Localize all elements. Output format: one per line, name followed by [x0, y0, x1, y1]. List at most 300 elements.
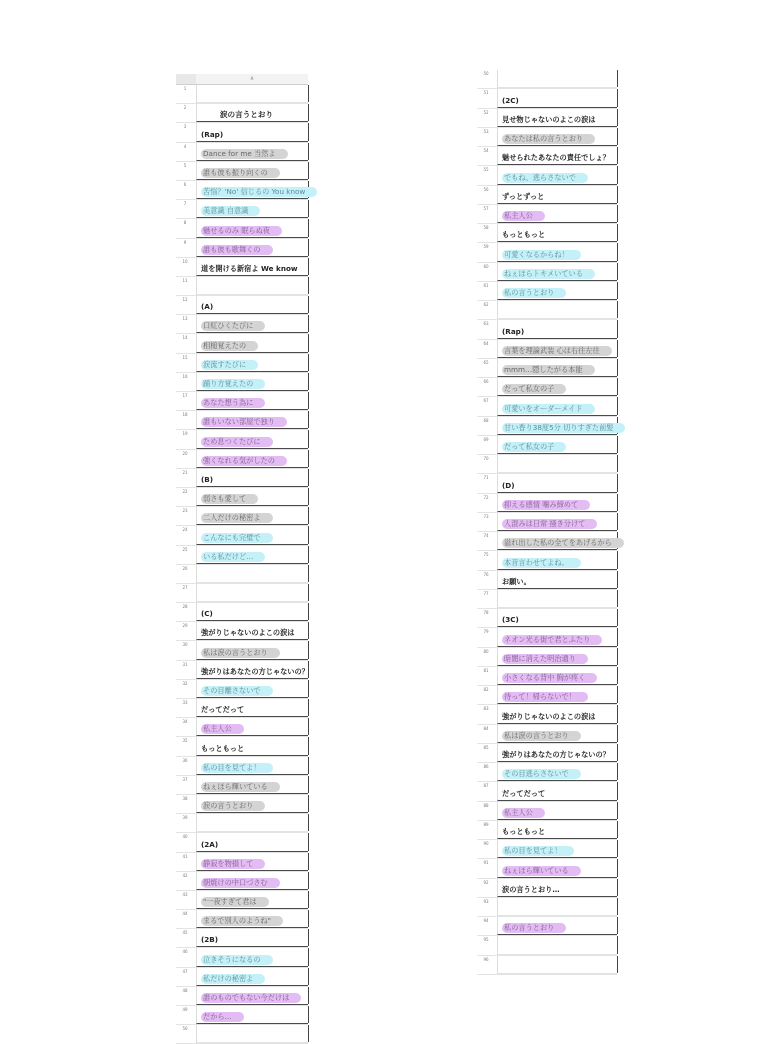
row-number[interactable]: 39 — [182, 815, 188, 821]
row-number[interactable]: 76 — [483, 571, 489, 577]
cell[interactable] — [497, 494, 617, 512]
cell[interactable] — [497, 340, 617, 358]
row-number[interactable]: 38 — [182, 795, 188, 801]
row-number[interactable]: 45 — [182, 930, 188, 936]
row-number[interactable]: 71 — [483, 475, 489, 481]
sheet-row — [477, 70, 617, 89]
sheet-row — [477, 166, 617, 185]
cell[interactable] — [497, 590, 617, 608]
sheet-row — [176, 469, 308, 488]
row-number[interactable]: 35 — [182, 738, 188, 744]
row-number[interactable]: 44 — [182, 911, 188, 917]
row-number[interactable]: 90 — [483, 841, 489, 846]
row-number[interactable]: 5 — [183, 162, 187, 168]
cell[interactable] — [196, 469, 308, 487]
lyric-text: もっともっと — [502, 230, 546, 240]
row-number[interactable]: 36 — [182, 757, 188, 763]
sheet-row — [477, 840, 617, 859]
cell[interactable] — [497, 282, 617, 300]
row-number[interactable]: 82 — [483, 687, 489, 692]
cell[interactable] — [497, 667, 617, 685]
column-border — [617, 455, 618, 472]
row-number[interactable]: 78 — [483, 610, 489, 615]
cell[interactable] — [497, 840, 617, 858]
cell[interactable] — [196, 219, 308, 237]
cell[interactable] — [196, 737, 308, 755]
lyric-text: (B) — [201, 474, 214, 484]
row-number[interactable]: 48 — [182, 987, 188, 993]
cell[interactable] — [196, 584, 308, 602]
cell[interactable] — [497, 571, 617, 589]
sheet-row — [176, 795, 308, 814]
row-number[interactable]: 24 — [182, 527, 188, 533]
row-number[interactable]: 51 — [483, 90, 489, 96]
lyric-text: 涙の言うとおり… — [502, 884, 560, 894]
lyric-text: 私は涙の言うとおり — [201, 648, 280, 658]
row-number[interactable]: 56 — [483, 186, 489, 192]
row-number[interactable]: 94 — [483, 918, 489, 923]
row-number[interactable]: 59 — [483, 244, 489, 250]
row-number[interactable]: 62 — [483, 302, 489, 307]
sheet-row — [176, 833, 308, 852]
sheet-row — [176, 430, 308, 449]
sheet-row — [477, 763, 617, 782]
cell[interactable] — [497, 359, 617, 377]
row-number[interactable]: 9 — [183, 239, 187, 245]
row-number[interactable]: 30 — [182, 642, 188, 648]
row-number[interactable]: 50 — [483, 71, 489, 76]
column-border — [617, 320, 618, 337]
column-border — [308, 948, 309, 965]
cell[interactable] — [196, 757, 308, 775]
sheet-row — [176, 661, 308, 680]
lyric-text: 魅せられたあなたの責任でしょ？ — [502, 153, 610, 163]
column-border — [617, 397, 618, 414]
row-number[interactable]: 65 — [483, 359, 489, 365]
row-number[interactable]: 93 — [483, 898, 489, 904]
row-number[interactable]: 7 — [183, 201, 187, 207]
sheet-row — [176, 104, 308, 123]
row-number[interactable]: 79 — [483, 629, 489, 635]
row-number[interactable]: 58 — [483, 225, 489, 230]
column-border — [617, 936, 618, 953]
cell[interactable] — [196, 833, 308, 851]
sheet-row — [176, 565, 308, 584]
cell[interactable] — [196, 239, 308, 257]
lyric-text: お願い。 — [502, 576, 531, 586]
row-number[interactable]: 66 — [483, 379, 489, 384]
column-border — [617, 802, 618, 819]
sheet-row — [176, 910, 308, 929]
select-all-corner[interactable] — [176, 74, 196, 85]
row-number[interactable]: 52 — [483, 109, 489, 115]
row-number[interactable]: 26 — [182, 565, 188, 571]
sheet-row — [477, 802, 617, 821]
row-number[interactable]: 14 — [182, 335, 188, 341]
row-number[interactable]: 85 — [483, 744, 489, 750]
row-number[interactable]: 22 — [182, 488, 188, 494]
cell[interactable] — [196, 507, 308, 525]
row-number[interactable]: 15 — [182, 354, 188, 360]
lyric-text: 私主人公 — [502, 211, 545, 221]
lyric-text: 涙流すたびに — [201, 360, 258, 370]
sheet-row — [477, 628, 617, 647]
sheet-row — [176, 680, 308, 699]
row-number[interactable]: 81 — [483, 667, 489, 673]
sheet-row — [477, 494, 617, 513]
lyric-text: (Rap) — [201, 129, 224, 139]
sheet-row — [477, 186, 617, 205]
cell[interactable] — [497, 128, 617, 146]
cell[interactable] — [497, 782, 617, 800]
row-number[interactable]: 73 — [483, 513, 489, 519]
row-number[interactable]: 92 — [483, 879, 489, 885]
cell[interactable] — [497, 320, 617, 338]
row-number[interactable]: 53 — [483, 128, 489, 134]
column-border — [308, 507, 309, 524]
cell[interactable] — [196, 181, 308, 199]
column-border — [617, 705, 618, 722]
row-number[interactable]: 37 — [182, 776, 188, 782]
sheet-row — [176, 987, 308, 1006]
row-number[interactable]: 3 — [183, 124, 187, 130]
row-number[interactable]: 96 — [483, 956, 489, 962]
row-number[interactable]: 83 — [483, 706, 489, 712]
cell[interactable] — [497, 147, 617, 165]
sheet-row — [176, 392, 308, 411]
cell[interactable] — [196, 699, 308, 717]
cell[interactable] — [196, 1025, 308, 1043]
row-number[interactable]: 29 — [182, 623, 188, 629]
column-border — [308, 757, 309, 774]
column-border — [308, 737, 309, 754]
cell[interactable] — [497, 648, 617, 666]
sheet-row — [477, 667, 617, 686]
column-border — [617, 686, 618, 703]
row-number[interactable]: 68 — [483, 417, 489, 423]
row-number[interactable]: 54 — [483, 148, 489, 153]
cell[interactable] — [196, 910, 308, 928]
row-number[interactable]: 10 — [182, 258, 188, 264]
cell[interactable] — [196, 546, 308, 564]
lyric-text: 口紅ひくたびに — [201, 321, 265, 331]
cell[interactable] — [497, 455, 617, 473]
column-border — [308, 315, 309, 332]
row-number[interactable]: 60 — [483, 263, 489, 269]
sheet-row — [477, 89, 617, 108]
cell[interactable] — [497, 417, 617, 435]
cell[interactable] — [196, 315, 308, 333]
lyric-text: だってだって — [201, 705, 245, 715]
row-number[interactable]: 69 — [483, 436, 489, 442]
row-number[interactable]: 47 — [182, 968, 188, 974]
row-number[interactable]: 33 — [182, 700, 188, 705]
row-number[interactable]: 87 — [483, 783, 489, 789]
row-number[interactable]: 12 — [182, 297, 188, 303]
column-border — [308, 565, 309, 582]
cell[interactable] — [497, 186, 617, 204]
row-number[interactable]: 31 — [182, 661, 188, 667]
cell[interactable] — [497, 917, 617, 935]
column-border — [308, 776, 309, 793]
lyric-text: その目離さないで — [201, 686, 273, 696]
sheet-row — [176, 334, 308, 353]
row-number[interactable]: 11 — [182, 277, 188, 283]
cell[interactable] — [497, 744, 617, 762]
cell[interactable] — [497, 224, 617, 242]
cell[interactable] — [497, 859, 617, 877]
row-number[interactable]: 72 — [483, 494, 489, 500]
sheet-row — [176, 239, 308, 258]
row-number[interactable]: 6 — [183, 181, 187, 187]
sheet-row — [176, 85, 308, 104]
cell[interactable] — [196, 488, 308, 506]
cell[interactable] — [196, 450, 308, 468]
cell[interactable] — [497, 378, 617, 396]
cell[interactable] — [497, 821, 617, 839]
row-number[interactable]: 2 — [183, 105, 187, 111]
cell[interactable] — [497, 763, 617, 781]
lyric-text: (2C) — [502, 95, 519, 105]
row-number[interactable]: 16 — [182, 373, 188, 379]
row-number[interactable]: 19 — [182, 431, 188, 437]
cell[interactable] — [196, 968, 308, 986]
cell[interactable] — [497, 474, 617, 492]
row-number[interactable]: 41 — [182, 853, 188, 859]
cell[interactable] — [497, 936, 617, 954]
row-number[interactable]: 13 — [182, 316, 188, 322]
row-number[interactable]: 95 — [483, 937, 489, 943]
sheet-row — [477, 571, 617, 590]
cell[interactable] — [196, 718, 308, 736]
column-border — [617, 917, 618, 934]
lyric-text: (D) — [502, 480, 515, 490]
lyric-text: 私の目を見てよ！ — [502, 846, 574, 856]
row-number[interactable]: 34 — [182, 719, 188, 725]
cell[interactable] — [497, 243, 617, 261]
cell[interactable] — [196, 430, 308, 448]
cell[interactable] — [497, 879, 617, 897]
row-number[interactable]: 25 — [182, 546, 188, 552]
left-rows — [176, 85, 308, 1044]
cell[interactable] — [196, 795, 308, 813]
column-border — [617, 378, 618, 395]
lyric-text: もっともっと — [201, 743, 245, 753]
column-border — [617, 186, 618, 203]
row-number[interactable]: 64 — [483, 340, 489, 346]
column-border — [617, 590, 618, 607]
row-number[interactable]: 20 — [182, 450, 188, 456]
cell[interactable] — [196, 373, 308, 391]
sheet-row — [477, 956, 617, 975]
row-number[interactable]: 61 — [483, 282, 489, 288]
sheet-row — [176, 162, 308, 181]
cell[interactable] — [196, 814, 308, 832]
column-border — [308, 603, 309, 620]
lyric-text: ねぇほら輝いている — [502, 866, 581, 876]
row-number[interactable]: 88 — [483, 802, 489, 808]
cell[interactable] — [196, 776, 308, 794]
lyric-text: 小さくなる背中 胸が疼く — [502, 673, 597, 683]
cell[interactable] — [497, 301, 617, 319]
cell[interactable] — [497, 436, 617, 454]
lyric-text: 弱さも愛して — [201, 494, 258, 504]
cell[interactable] — [497, 725, 617, 743]
lyric-text: (C) — [201, 609, 213, 619]
cell[interactable] — [196, 354, 308, 372]
cell[interactable] — [196, 948, 308, 966]
column-border — [308, 680, 309, 697]
row-number[interactable]: 80 — [483, 648, 489, 654]
sheet-row — [176, 450, 308, 469]
lyric-text: 強がりじゃないのよこの涙は — [502, 711, 596, 721]
row-number[interactable]: 27 — [182, 584, 188, 590]
column-border — [617, 667, 618, 684]
cell[interactable] — [196, 104, 308, 122]
cell[interactable] — [196, 891, 308, 909]
cell[interactable] — [196, 296, 308, 314]
row-number[interactable]: 17 — [182, 393, 188, 398]
sheet-row — [477, 128, 617, 147]
row-number[interactable]: 40 — [182, 834, 188, 840]
cell[interactable] — [497, 705, 617, 723]
cell[interactable] — [196, 392, 308, 410]
column-header-a[interactable]: A — [196, 74, 308, 85]
lyric-text: 魅せるのみ 眠らぬ夜 — [201, 226, 282, 236]
cell[interactable] — [497, 532, 617, 550]
row-number[interactable]: 63 — [483, 321, 489, 327]
sheet-row — [176, 622, 308, 641]
cell[interactable] — [196, 277, 308, 295]
cell[interactable] — [497, 956, 617, 974]
cell[interactable] — [196, 680, 308, 698]
cell[interactable] — [497, 551, 617, 569]
row-number[interactable]: 18 — [182, 412, 188, 418]
cell[interactable] — [196, 334, 308, 352]
row-number[interactable]: 4 — [183, 143, 187, 149]
lyric-text: (2A) — [201, 839, 219, 849]
lyric-text: (3C) — [502, 615, 519, 625]
row-number[interactable]: 28 — [182, 604, 188, 610]
lyric-text: 涙の言うとおり — [201, 801, 265, 811]
cell[interactable] — [196, 987, 308, 1005]
sheet-row — [477, 417, 617, 436]
sheet-row — [176, 718, 308, 737]
column-border — [617, 628, 618, 645]
column-border — [308, 277, 309, 294]
cell[interactable] — [497, 802, 617, 820]
row-number[interactable]: 21 — [182, 469, 188, 475]
sheet-row — [176, 411, 308, 430]
sheet-row — [176, 1006, 308, 1025]
sheet-row — [176, 373, 308, 392]
cell[interactable] — [497, 109, 617, 127]
cell[interactable] — [196, 565, 308, 583]
lyric-text: Dance for me 当然よ — [201, 149, 288, 159]
sheet-row — [176, 143, 308, 162]
lyric-text: 朝焼けの中口づさむ — [201, 878, 280, 888]
sheet-row — [477, 474, 617, 493]
sheet-row — [176, 853, 308, 872]
sheet-row — [477, 282, 617, 301]
cell[interactable] — [196, 872, 308, 890]
sheet-row — [477, 224, 617, 243]
row-number[interactable]: 74 — [483, 533, 489, 538]
row-number[interactable]: 77 — [483, 590, 489, 596]
lyric-text: でもね、逃らさないで — [502, 173, 588, 183]
cell[interactable] — [497, 397, 617, 415]
sheet-row — [176, 296, 308, 315]
column-border — [308, 584, 309, 601]
cell[interactable] — [196, 929, 308, 947]
row-number[interactable]: 1 — [183, 86, 187, 91]
cell[interactable] — [196, 853, 308, 871]
cell[interactable] — [196, 143, 308, 161]
cell[interactable] — [196, 622, 308, 640]
cell[interactable] — [196, 411, 308, 429]
row-number[interactable]: 43 — [182, 891, 188, 897]
lyric-text: 言葉を理論武装 心は右往左往 — [502, 346, 612, 356]
row-number[interactable]: 49 — [182, 1007, 188, 1012]
row-number[interactable]: 86 — [483, 764, 489, 769]
column-border — [617, 109, 618, 126]
lyric-text: (2B) — [201, 935, 219, 945]
row-number[interactable]: 89 — [483, 821, 489, 827]
row-number[interactable]: 23 — [182, 508, 188, 514]
row-number[interactable]: 50 — [182, 1026, 188, 1032]
cell[interactable] — [196, 603, 308, 621]
lyric-text: 私だけの秘密よ — [201, 974, 265, 984]
cell[interactable] — [196, 123, 308, 141]
cell[interactable] — [497, 609, 617, 627]
row-number[interactable]: 84 — [483, 725, 489, 731]
column-border — [308, 718, 309, 735]
row-number[interactable]: 42 — [182, 872, 188, 878]
cell[interactable] — [497, 70, 617, 88]
cell[interactable] — [196, 200, 308, 218]
cell[interactable] — [497, 89, 617, 107]
cell[interactable] — [196, 526, 308, 544]
row-number[interactable]: 46 — [182, 949, 188, 955]
row-number[interactable]: 75 — [483, 552, 489, 558]
cell[interactable] — [497, 686, 617, 704]
cell[interactable] — [196, 162, 308, 180]
cell[interactable] — [497, 628, 617, 646]
row-number[interactable]: 67 — [483, 398, 489, 404]
cell[interactable] — [497, 263, 617, 281]
lyric-text: 私主人公 — [502, 808, 545, 818]
row-number[interactable]: 32 — [182, 680, 188, 686]
column-border — [617, 782, 618, 799]
cell[interactable] — [497, 898, 617, 916]
row-number[interactable]: 55 — [483, 167, 489, 173]
cell[interactable] — [196, 661, 308, 679]
column-border — [617, 648, 618, 665]
cell[interactable] — [497, 166, 617, 184]
cell[interactable] — [196, 1006, 308, 1024]
row-number[interactable]: 8 — [183, 220, 187, 226]
column-border — [617, 513, 618, 530]
row-number[interactable]: 70 — [483, 456, 489, 461]
cell[interactable] — [196, 641, 308, 659]
cell[interactable] — [497, 205, 617, 223]
cell[interactable] — [196, 258, 308, 276]
cell[interactable] — [196, 85, 308, 103]
cell[interactable] — [497, 513, 617, 531]
row-number[interactable]: 91 — [483, 860, 489, 866]
column-border — [308, 891, 309, 908]
row-number[interactable]: 57 — [483, 205, 489, 211]
